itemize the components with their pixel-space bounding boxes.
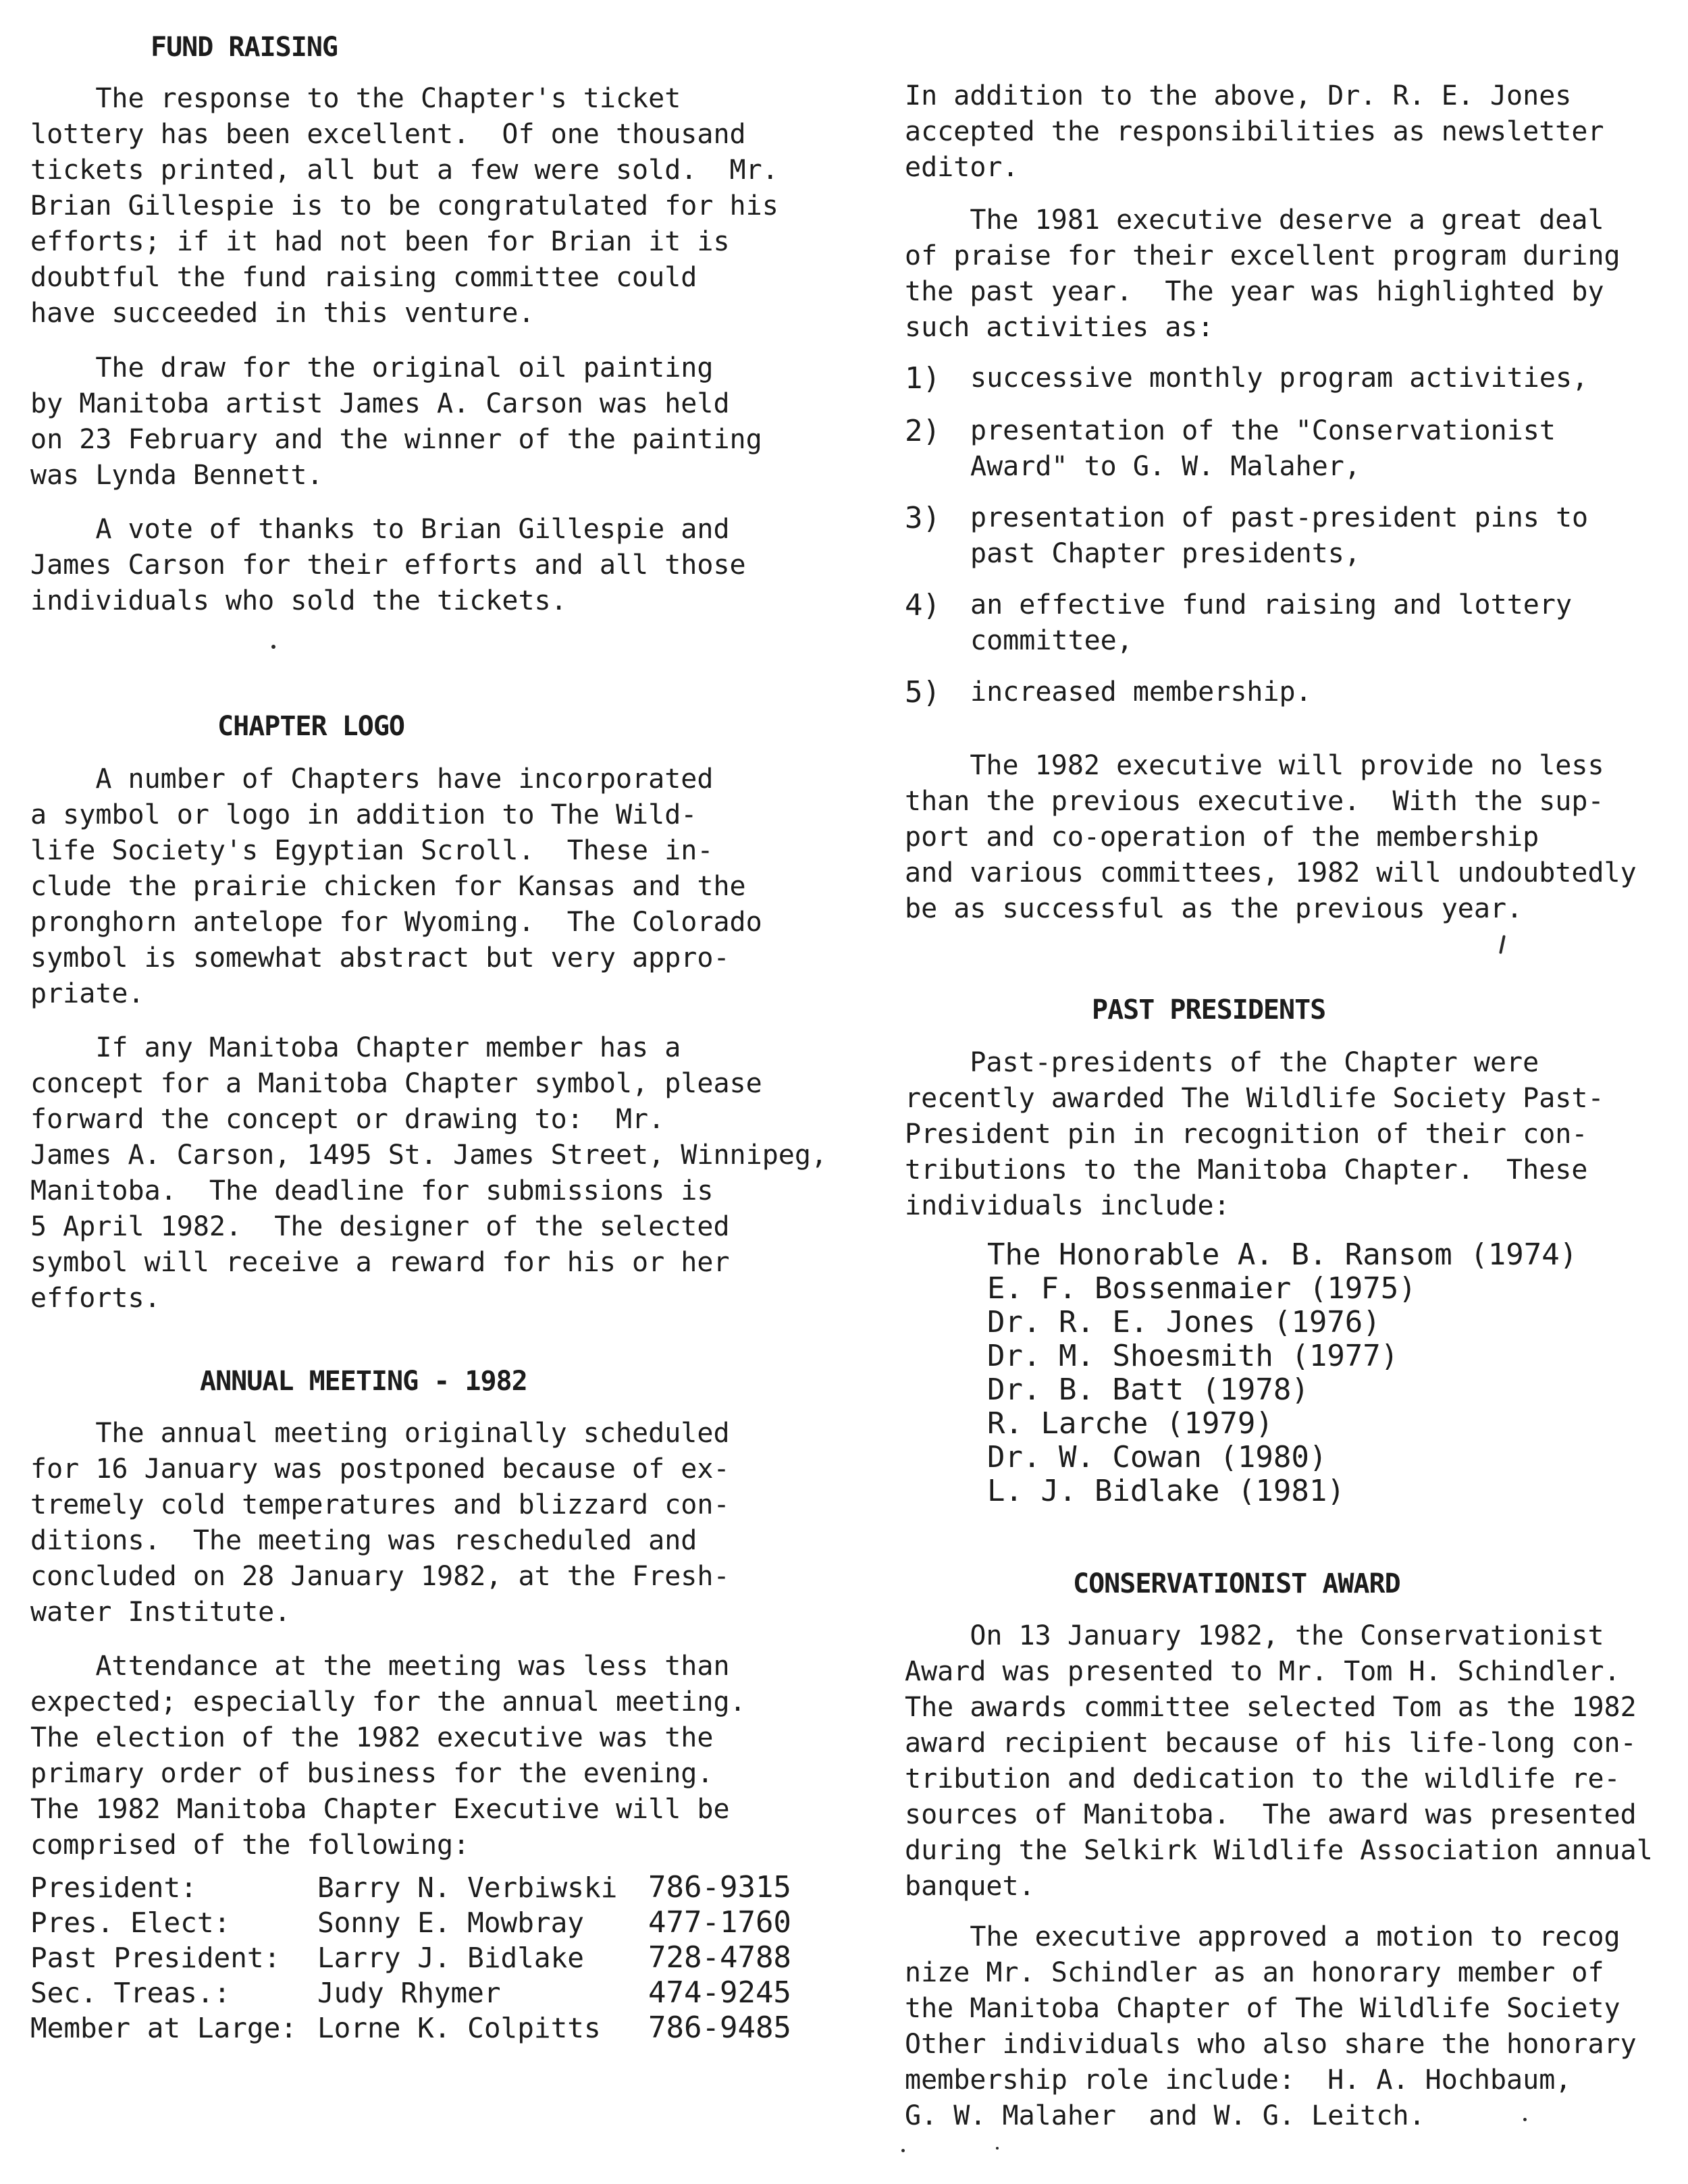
past-president-entry: Dr. M. Shoesmith (1977) [987, 1339, 1399, 1373]
executive-role: Pres. Elect: [30, 1907, 231, 1939]
chapter-logo-paragraph-2: If any Manitoba Chapter member has a concept for a Manitoba Chapter symbol, please forward the concept or drawing to: Mr. James A. Carson, 1495 St. James Street, Winnipeg, Manitoba. The deadline for submissions is 5 April 1982. The designer of the selected symbol will receive a reward for his or her efforts. [30, 1032, 828, 1314]
past-president-entry: L. J. Bidlake (1981) [987, 1474, 1345, 1508]
executive-phone: 728-4788 [648, 1940, 791, 1975]
past-president-entry: E. F. Bossenmaier (1975) [987, 1271, 1417, 1306]
executive-row [30, 2010, 791, 2046]
scan-speck [271, 645, 275, 649]
scan-speck [901, 2149, 905, 2152]
activity-number: 4) [905, 588, 941, 622]
activity-text: presentation of past-president pins to past Chapter presidents, [970, 502, 1589, 569]
outlook-paragraph: The 1982 executive will provide no less than the previous executive. With the sup- port and co-operation of the membership and various committees, 1982 will undoubtedly be as successful as the previous year. [905, 750, 1637, 924]
executive-role: Sec. Treas.: [30, 1977, 231, 2009]
executive-name: Barry N. Verbiwski [317, 1871, 618, 1904]
past-president-entry: The Honorable A. B. Ransom (1974) [987, 1237, 1578, 1272]
praise-paragraph: The 1981 executive deserve a great deal of praise for their excellent program during the past year. The year was highlighted by such activities as: [905, 205, 1620, 343]
conservationist-award-paragraph-1: On 13 January 1982, the Conservationist Award was presented to Mr. Tom H. Schindler. The awards committee selected Tom as the 1982 award recipient because of his life-long con- tribution and dedication to the wildlife re- sources of Manitoba. The award was presented during the Selkirk Wildlife Association annual banquet. [905, 1620, 1653, 1902]
activity-number: 2) [905, 414, 941, 448]
past-presidents-heading: PAST PRESIDENTS [1092, 994, 1326, 1026]
chapter-logo-paragraph-1: A number of Chapters have incorporated a symbol or logo in addition to The Wild- life Society's Egyptian Scroll. These in- clude the prairie chicken for Kansas and the pronghorn antelope for Wyoming. The Colorado symbol is somewhat abstract but very appro- priate. [30, 764, 762, 1009]
executive-role: Member at Large: [30, 2012, 297, 2044]
past-president-entry: Dr. R. E. Jones (1976) [987, 1305, 1381, 1339]
activity-text: presentation of the "Conservationist Award" to G. W. Malaher, [970, 415, 1556, 482]
editor-paragraph: In addition to the above, Dr. R. E. Jones accepted the responsibilities as newsletter editor. [905, 80, 1604, 183]
executive-name: Lorne K. Colpitts [317, 2012, 601, 2044]
past-president-entry: Dr. W. Cowan (1980) [987, 1440, 1327, 1474]
activity-number: 1) [905, 361, 941, 396]
executive-phone: 786-9485 [648, 2010, 791, 2045]
executive-role: President: [30, 1871, 197, 1904]
annual-meeting-paragraph-2: Attendance at the meeting was less than expected; especially for the annual meeting. The election of the 1982 executive was the primary order of business for the evening. The 1982 Manitoba Chapter Executive will be comprised of the following: [30, 1651, 746, 1861]
activity-number: 3) [905, 501, 941, 535]
annual-meeting-paragraph-1: The annual meeting originally scheduled for 16 January was postponed because of ex- tremely cold temperatures and blizzard con- ditions. The meeting was rescheduled and concluded on 28 January 1982, at the Fresh- water Institute. [30, 1418, 730, 1628]
fund-raising-paragraph-3: A vote of thanks to Brian Gillespie and James Carson for their efforts and all those individuals who sold the tickets. [30, 514, 746, 616]
fund-raising-heading: FUND RAISING [151, 32, 338, 63]
chapter-logo-heading: CHAPTER LOGO [217, 711, 404, 742]
activity-number: 5) [905, 675, 941, 710]
executive-name: Judy Rhymer [317, 1977, 501, 2009]
executive-phone: 477-1760 [648, 1905, 791, 1940]
executive-name: Larry J. Bidlake [317, 1942, 584, 1974]
executive-role: Past President: [30, 1942, 281, 1974]
scan-speck [996, 2147, 999, 2150]
executive-row [30, 1905, 791, 1940]
past-president-entry: Dr. B. Batt (1978) [987, 1373, 1309, 1407]
executive-row [30, 1870, 791, 1905]
executive-phone: 786-9315 [648, 1870, 791, 1905]
fund-raising-paragraph-1: The response to the Chapter's ticket lottery has been excellent. Of one thousand tickets printed, all but a few were sold. Mr. Brian Gillespie is to be congratulated for his efforts; if it had not been for Brian it is doubtful the fund raising committee could have succeeded in this venture. [30, 83, 779, 329]
activity-text: an effective fund raising and lottery committee, [970, 589, 1573, 656]
conservationist-award-heading: CONSERVATIONIST AWARD [1073, 1568, 1400, 1599]
executive-phone: 474-9245 [648, 1975, 791, 2010]
activity-text: increased membership. [970, 676, 1312, 708]
activity-text: successive monthly program activities, [970, 363, 1589, 394]
past-president-entry: R. Larche (1979) [987, 1406, 1273, 1441]
executive-row [30, 1940, 791, 1975]
annual-meeting-heading: ANNUAL MEETING - 1982 [200, 1366, 527, 1397]
pen-mark [1499, 935, 1506, 954]
executive-table [30, 1870, 791, 2046]
executive-name: Sonny E. Mowbray [317, 1907, 584, 1939]
fund-raising-paragraph-2: The draw for the original oil painting by Manitoba artist James A. Carson was held on 23 February and the winner of the painting was Lynda Bennett. [30, 352, 762, 491]
past-presidents-list [987, 1238, 1577, 1508]
executive-row [30, 1975, 791, 2010]
past-presidents-paragraph: Past-presidents of the Chapter were recently awarded The Wildlife Society Past- President pin in recognition of their con- tributions to the Manitoba Chapter. These individuals include: [905, 1047, 1604, 1221]
conservationist-award-paragraph-2: The executive approved a motion to recog nize Mr. Schindler as an honorary member of the Manitoba Chapter of The Wildlife Society Other individuals who also share the honorary membership role include: H. A. Hochbaum, G. W. Malaher and W. G. Leitch. [905, 1921, 1637, 2131]
scan-speck [1523, 2118, 1527, 2121]
